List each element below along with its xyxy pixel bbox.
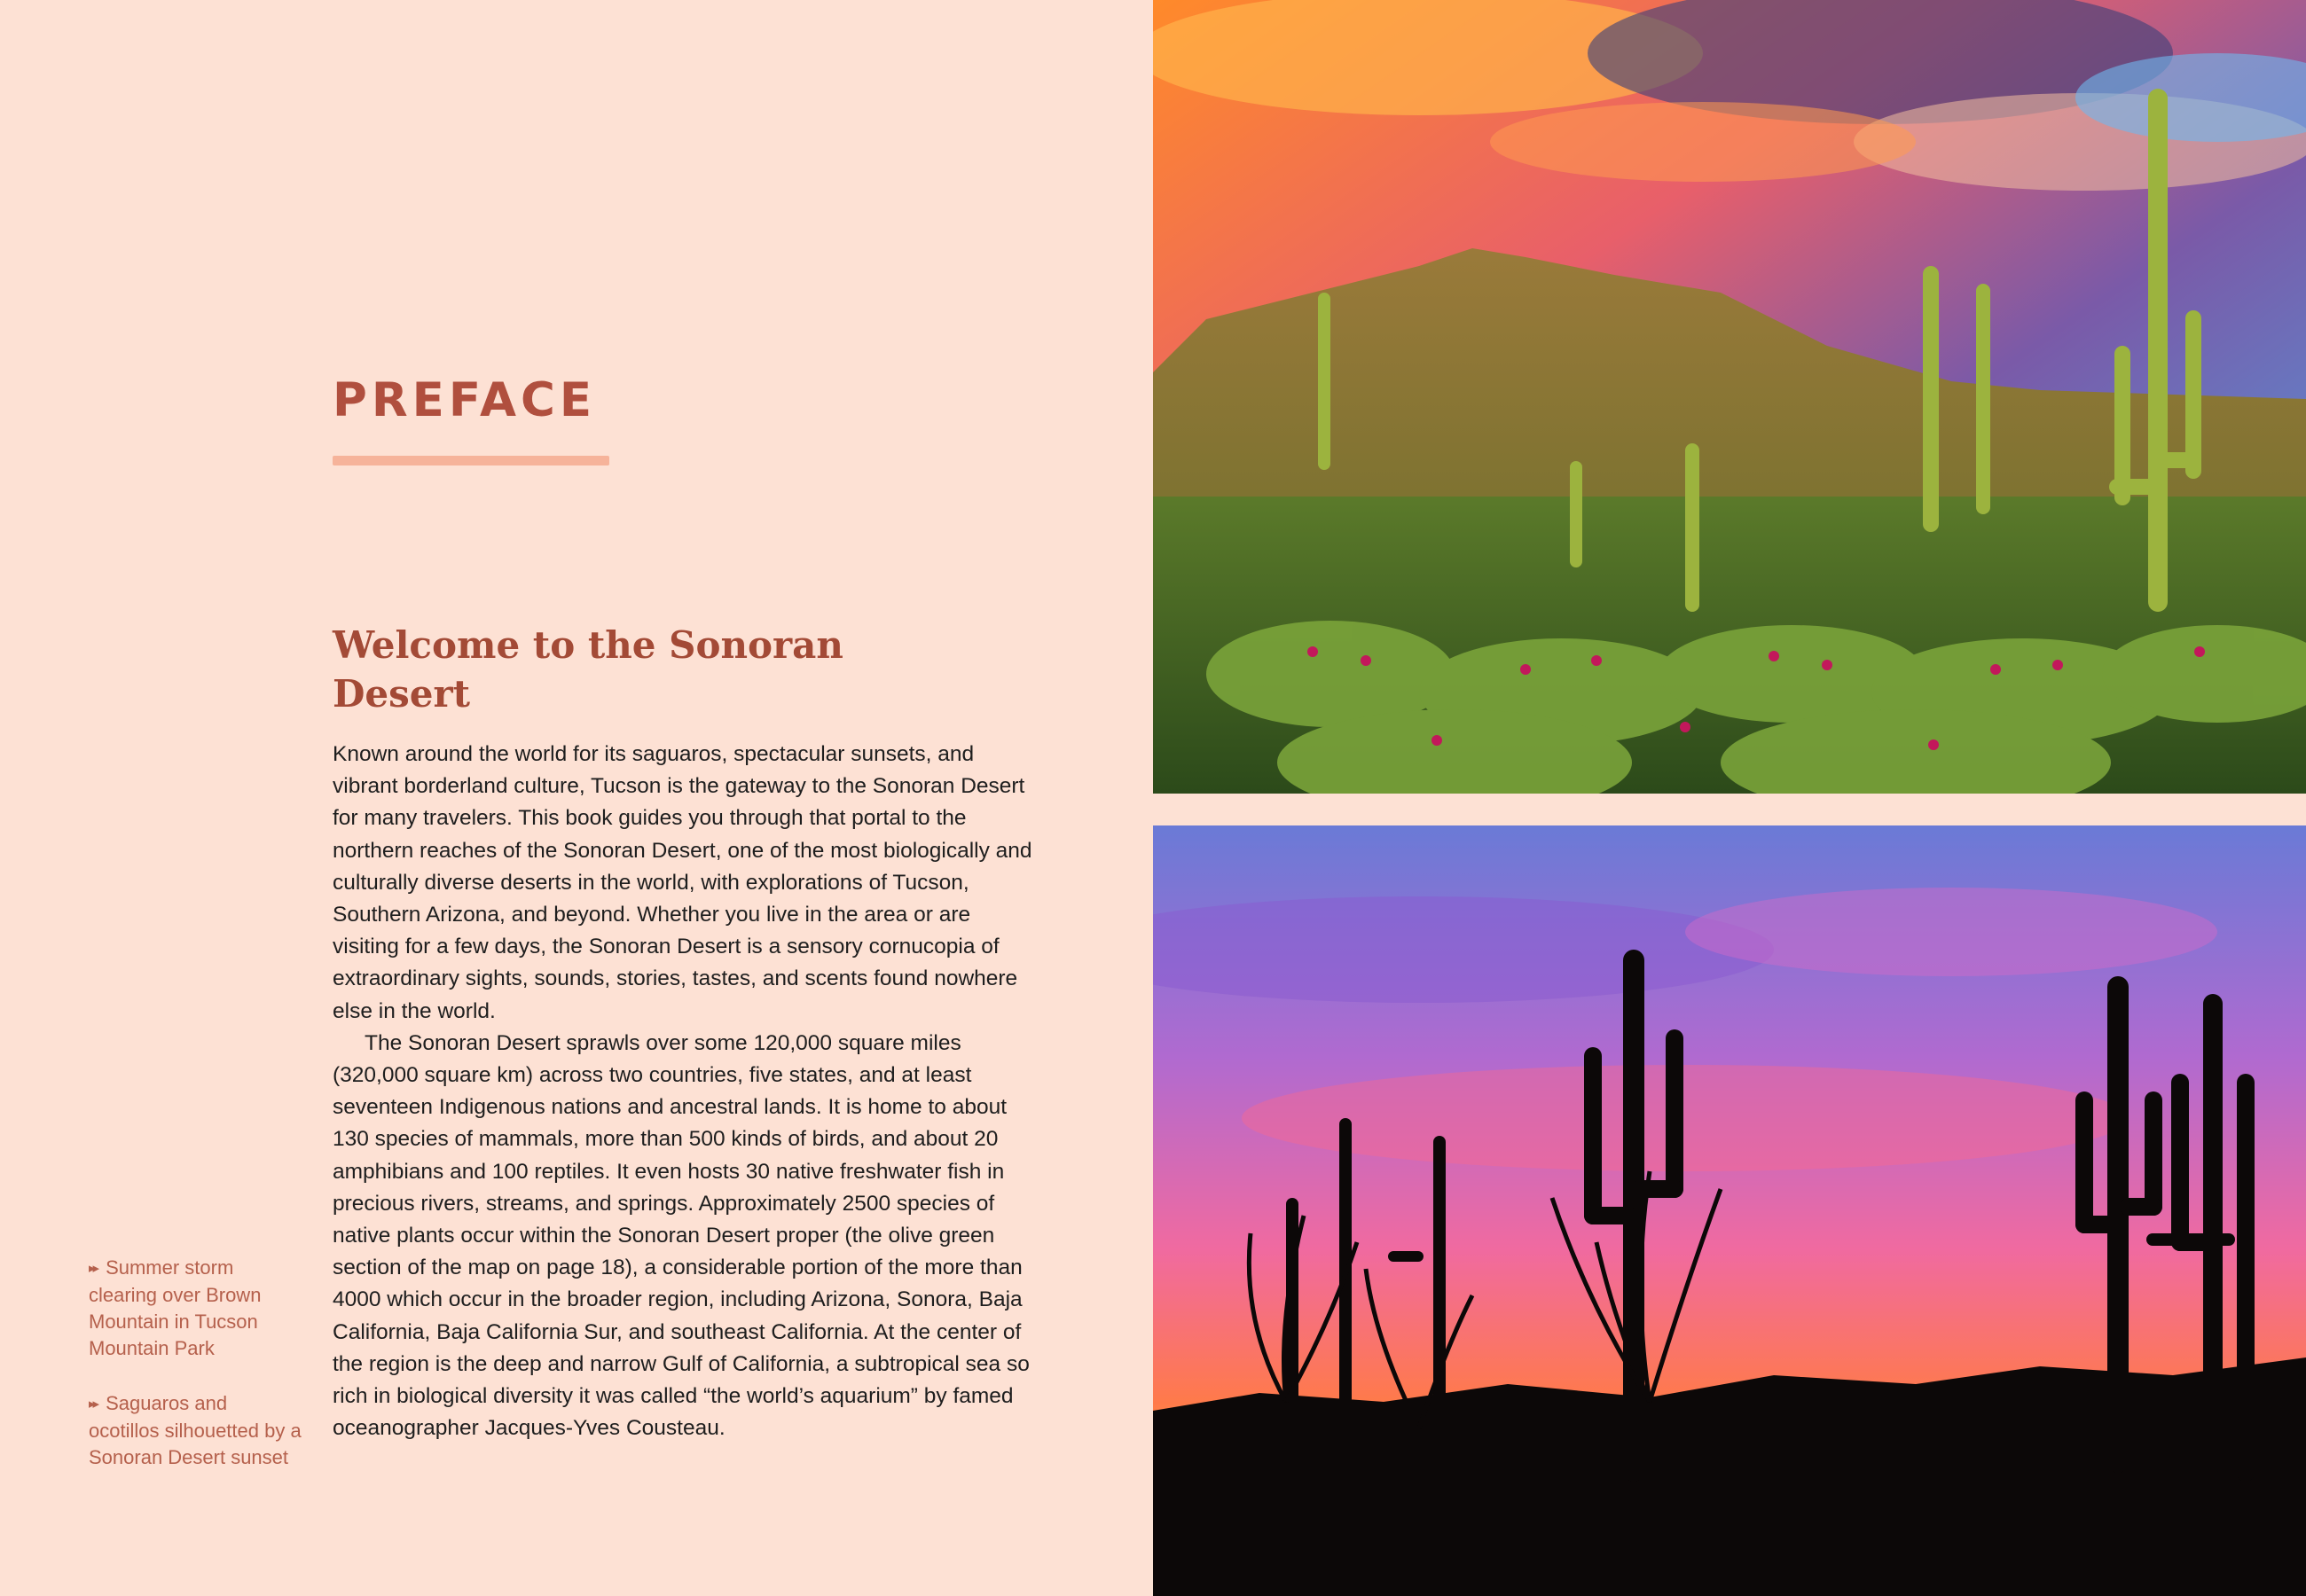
desert-mountain-photo (1153, 0, 2306, 794)
page-title: PREFACE (333, 373, 597, 427)
body-paragraph: The Sonoran Desert sprawls over some 120,000 square miles (320,000 square km) across two countries, five states, and at least seventeen Indigenous nations and ancestral lands. It is home to about 130 species of mammals, more than 500 kinds of birds, and about 20 amphibians and 100 reptiles. It even hosts 30 native freshwater fish in precious rivers, streams, and springs. Approximately 2500 species of native plants occur within the Sonoran Desert proper (the olive green section of the map on page 18), a considerable portion of the more than 4000 which occur in the broader region, including Arizona, Sonora, Baja California, Baja California Sur, and southeast California. At the center of the region is the deep and narrow Gulf of California, a subtropical sea so rich in biological diversity it was called “the world’s aquarium” by famed oceanographer Jacques-Yves Cousteau. (333, 1030, 1030, 1441)
title-underline (333, 456, 609, 466)
photo-caption-bottom (89, 1390, 302, 1471)
body-paragraph: Known around the world for its saguaros, spectacular sunsets, and vibrant borderland culture, Tucson is the gateway to the Sonoran Desert for many travelers. This book guides you through that portal to the northern reaches of the Sonoran Desert, one of the most biologically and culturally diverse deserts in the world, with explorations of Tucson, Southern Arizona, and beyond. Whether you live in the area or are visiting for a few days, the Sonoran Desert is a sensory cornucopia of extraordinary sights, sounds, stories, tastes, and scents found nowhere else in the world. (333, 742, 1032, 1023)
body-text (333, 739, 1042, 1444)
caption-text: Saguaros and ocotillos silhouetted by a Sonoran Desert sunset (89, 1392, 302, 1468)
double-arrow-right-icon: ▸▸ (89, 1396, 98, 1412)
sunset-silhouette-photo (1153, 825, 2306, 1596)
caption-text: Summer storm clearing over Brown Mountain in Tucson Mountain Park (89, 1256, 262, 1359)
photo-caption-top (89, 1255, 302, 1362)
double-arrow-right-icon: ▸▸ (89, 1261, 98, 1276)
section-heading: Welcome to the Sonoran Desert (333, 623, 843, 716)
